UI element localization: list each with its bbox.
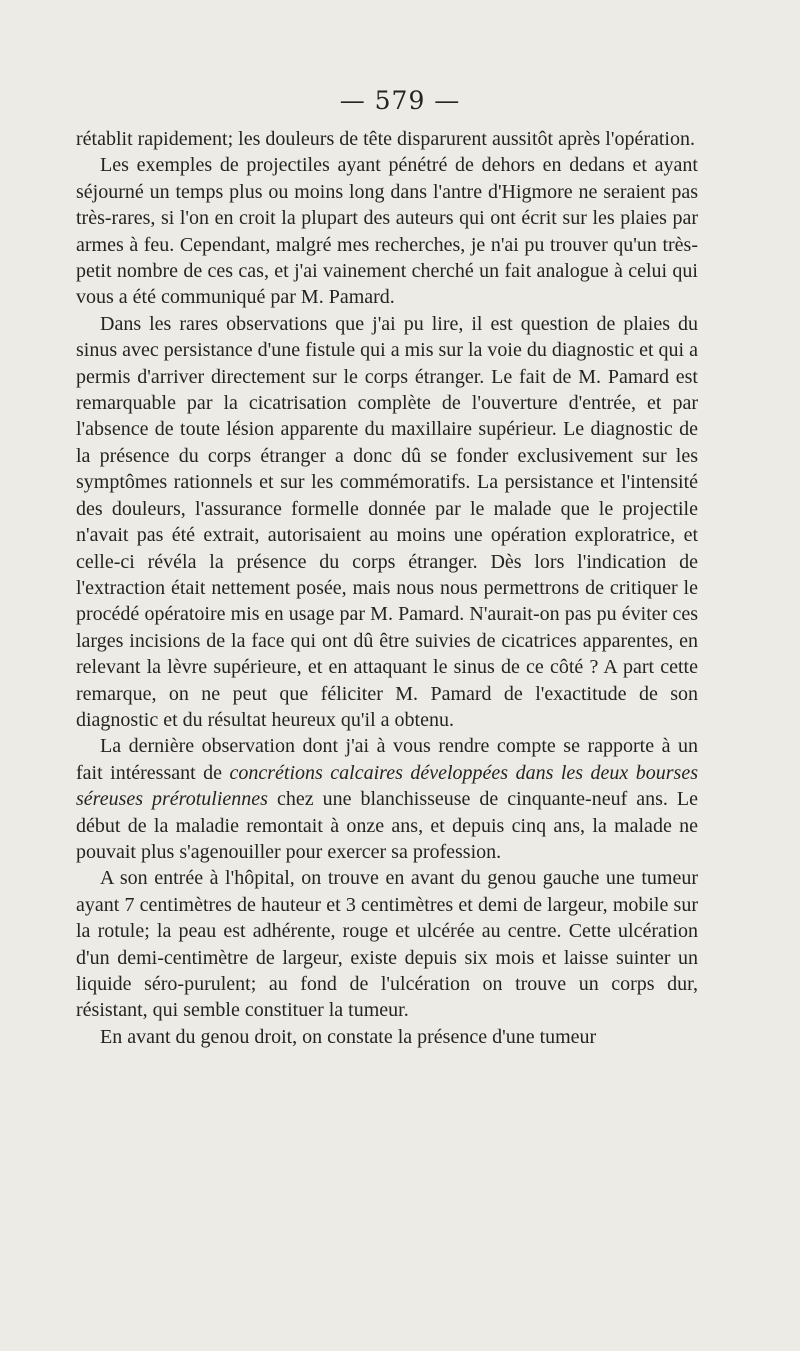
paragraph-4 — [76, 733, 698, 865]
paragraph-4-before: La dernière observation dont j'ai à vous rendre compte se rapporte à un fait intéressant de — [76, 735, 698, 784]
paragraph-4-italic: concrétions calcaires développées dans les deux bourses séreuses prérotuliennes — [76, 761, 698, 811]
page-number-header: — 579 — — [339, 86, 461, 115]
paragraph-2: Les exemples de projectiles ayant pénétré de dehors en dedans et ayant séjourné un temps plus ou moins long dans l'antre d'Higmore ne seraient pas très-rares, si l'on en croit la plupart des auteurs qui ont écrit sur les plaies par armes à feu. Cependant, malgré mes recherches, je n'ai pu trouver qu'un très-petit nombre de ces cas, et j'ai vainement cherché un fait analogue à celui qui vous a été communiqué par M. Pamard. — [76, 154, 698, 309]
paragraph-6: En avant du genou droit, on constate la présence d'une tumeur — [100, 1025, 597, 1048]
body-text — [76, 126, 698, 1050]
paragraph-4-after: chez une blanchisseuse de cinquante-neuf ans. Le début de la maladie remontait à onze ans, et depuis cinq ans, la malade ne pouvait plus s'agenouiller pour exercer sa profession. — [76, 788, 698, 863]
paragraph-1: rétablit rapidement; les douleurs de tête disparurent aussitôt après l'opération. — [76, 128, 695, 150]
paragraph-5: A son entrée à l'hôpital, on trouve en avant du genou gauche une tumeur ayant 7 centimètres de hauteur et 3 centimètres et demi de largeur, mobile sur la rotule; la peau est adhérente, rouge et ulcérée au centre. Cette ulcération d'un demi-centimètre de largeur, existe depuis six mois et laisse suinter un liquide séro-purulent; au fond de l'ulcération on trouve un corps dur, résistant, qui semble constituer la tumeur. — [76, 867, 698, 1022]
paragraph-3: Dans les rares observations que j'ai pu lire, il est question de plaies du sinus avec persistance d'une fistule qui a mis sur la voie du diagnostic et qui a permis d'arriver directement sur le corps étranger. Le fait de M. Pamard est remarquable par la cicatrisation complète de l'ouverture d'entrée, et par l'absence de toute lésion apparente du maxillaire supérieur. Le diagnostic de la présence du corps étranger a donc dû se fonder exclusivement sur les symptômes rationnels et sur les commémoratifs. La persistance et l'intensité des douleurs, l'assurance formelle donnée par le malade que le projectile n'avait pas été extrait, autorisaient au moins une opération exploratrice, et celle-ci révéla la présence du corps étranger. Dès lors l'indication de l'extraction était nettement posée, mais nous nous permettrons de critiquer le procédé opératoire mis en usage par M. Pamard. N'aurait-on pas pu éviter ces larges incisions de la face qui ont dû être suivies de cicatrices apparentes, en relevant la lèvre supérieure, et en attaquant le sinus de ce côté ? A part cette remarque, on ne peut que féliciter M. Pamard de l'exactitude de son diagnostic et du résultat heureux qu'il a obtenu. — [76, 312, 698, 731]
